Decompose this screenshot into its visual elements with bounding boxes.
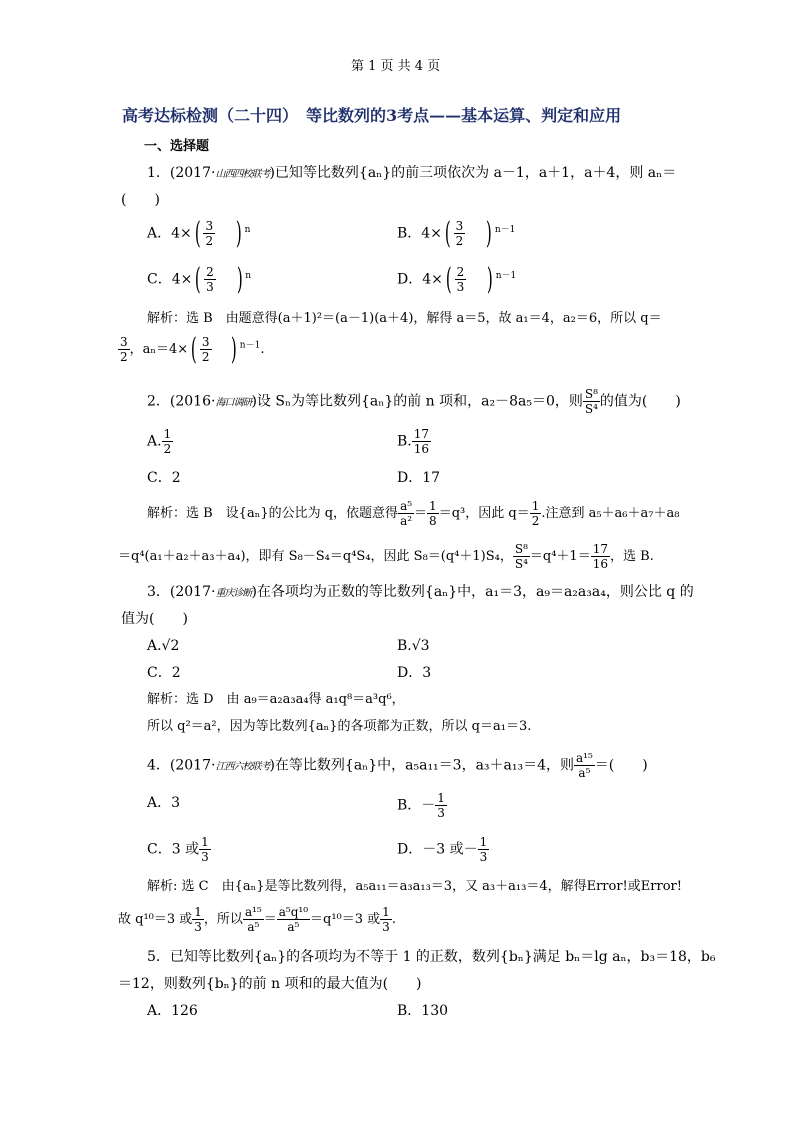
q3-solution-line-1: 解析：选 D 由 a₉＝a₂a₃a₄得 a₁q⁸＝a³q⁶， bbox=[147, 692, 405, 707]
q4-solution-line-1: 解析: 选 C 由{aₙ}是等比数列得，a₅a₁₁＝a₃a₁₃＝3，又 a₃＋a₁₃＝4，解得Error!或Error! bbox=[147, 879, 682, 894]
section-heading: 一、选择题 bbox=[144, 139, 210, 154]
q4-solution-line-2: 故 q¹⁰＝3 或 $\frac{1}{3}$ ，所以 $\frac{\text{a¹⁵}}{\text{a⁵}}$ ＝ $\frac{\text{a⁵q¹⁰}}{\text{a⁵}}$ ＝q¹⁰＝3 或 $\frac{1}{3}$ . bbox=[118, 905, 396, 934]
q1-option-d: D．4×( $\frac{2}{3}$ ) $^{n-1}$ bbox=[397, 261, 517, 297]
question-3: 3．(2017·重庆诊断)在各项均为正数的等比数列{aₙ}中，a₁＝3，a₉＝a₂a₃a₄，则公比 q 的 bbox=[147, 584, 694, 600]
q2-option-a: A. $\frac{1}{2}$ bbox=[147, 427, 172, 456]
question-1: 1．(2017·山西四校联考)已知等比数列{aₙ}的前三项依次为 a－1，a＋1，a＋4，则 aₙ＝ bbox=[147, 165, 677, 181]
question-2: 2．(2016·海口调研)设 Sₙ为等比数列{aₙ}的前 n 项和，a₂－8a₅＝0，则 $\frac{\text{S⁸}}{\text{S⁴}}$ 的值为( ) bbox=[147, 387, 681, 416]
q4-option-b: B．－ $\frac{1}{3}$ bbox=[397, 791, 445, 820]
q4-option-c: C．3 或 $\frac{1}{3}$ bbox=[147, 835, 209, 864]
q5-option-b: B．130 bbox=[397, 1003, 449, 1019]
q3-option-a: A.√2 bbox=[147, 638, 180, 654]
q4-option-a: A．3 bbox=[147, 795, 181, 811]
q1-solution-line-1: 解析：选 B 由题意得(a＋1)²＝(a－1)(a＋4)，解得 a＝5，故 a₁＝4，a₂＝6，所以 q＝ bbox=[147, 311, 662, 326]
question-4: 4．(2017·江西六校联考)在等比数列{aₙ}中，a₅a₁₁＝3，a₃＋a₁₃＝4，则 $\frac{\text{a¹⁵}}{\text{a⁵}}$ ＝( ) bbox=[147, 751, 648, 780]
q2-solution-line-2: ＝q⁴(a₁＋a₂＋a₃＋a₄)，即有 S₈－S₄＝q⁴S₄，因此 S₈＝(q⁴＋1)S₄， $\frac{\text{S⁸}}{\text{S⁴}}$ ＝q⁴＋1＝ $\frac{17}{16}$ ，选 B. bbox=[118, 542, 654, 571]
q2-solution-line-1: 解析：选 B 设{aₙ}的公比为 q，依题意得 $\frac{\text{a⁵}}{\text{a²}}$ ＝ $\frac{1}{8}$ ＝q³，因此 q＝ $\frac{1}{2}$ .注意到 a₅＋a₆＋a₇＋a₈ bbox=[147, 499, 680, 528]
q3-option-d: D．3 bbox=[397, 665, 432, 681]
q2-option-d: D．17 bbox=[397, 470, 441, 486]
question-3-line-2: 值为( ) bbox=[121, 611, 188, 627]
q3-option-b: B.√3 bbox=[397, 638, 430, 654]
q2-option-c: C．2 bbox=[147, 470, 181, 486]
q1-solution-line-2: $\frac{3}{2}$ ，aₙ＝4×( $\frac{3}{2}$ ) $^{n-1}$. bbox=[120, 331, 265, 367]
q1-option-c: C．4×( $\frac{2}{3}$ ) $^n$ bbox=[147, 261, 252, 297]
q4-option-d: D．－3 或－ $\frac{1}{3}$ bbox=[397, 835, 488, 864]
q3-option-c: C．2 bbox=[147, 665, 181, 681]
question-1-blank: ( ) bbox=[121, 192, 160, 208]
question-5: 5．已知等比数列{aₙ}的各项均为不等于 1 的正数，数列{bₙ}满足 bₙ＝lg aₙ，b₃＝18，b₆ bbox=[147, 949, 716, 965]
q5-option-a: A．126 bbox=[147, 1003, 198, 1019]
q2-option-b: B. $\frac{17}{16}$ bbox=[397, 427, 430, 456]
q3-solution-line-2: 所以 q²＝a²，因为等比数列{aₙ}的各项都为正数，所以 q＝a₁＝3. bbox=[147, 719, 532, 734]
question-5-line-2: ＝12，则数列{bₙ}的前 n 项和的最大值为( ) bbox=[118, 976, 422, 992]
page-title: 高考达标检测（二十四） 等比数列的3考点——基本运算、判定和应用 bbox=[122, 106, 622, 125]
page-indicator: 第 1 页 共 4 页 bbox=[351, 59, 441, 74]
q1-option-a: A．4×( $\frac{3}{2}$ ) $^n$ bbox=[147, 215, 251, 251]
q1-option-b: B．4×( $\frac{3}{2}$ ) $^{n-1}$ bbox=[397, 215, 516, 251]
